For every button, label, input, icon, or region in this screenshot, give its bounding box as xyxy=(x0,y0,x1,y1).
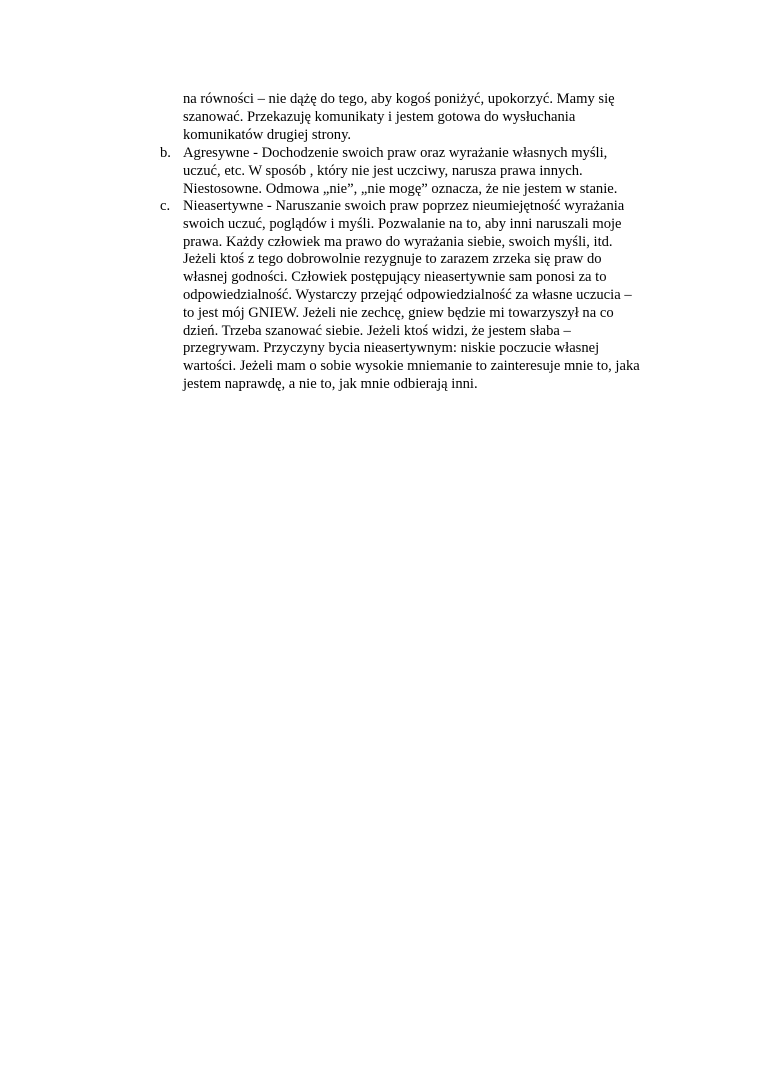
list-item-nieasertywne xyxy=(183,198,683,394)
text-line: na równości – nie dążę do tego, aby kogoś poniżyć, upokorzyć. Mamy się xyxy=(183,91,615,107)
list-item-agresywne xyxy=(183,145,683,198)
text-line: swoich uczuć, poglądów i myśli. Pozwalanie na to, aby inni naruszali moje xyxy=(183,215,622,232)
text-line: uczuć, etc. W sposób , który nie jest uczciwy, narusza prawa innych. xyxy=(183,162,583,179)
text-line: szanować. Przekazuję komunikaty i jestem gotowa do wysłuchania xyxy=(183,108,576,125)
text-line: Agresywne - Dochodzenie swoich praw oraz wyrażanie własnych myśli, xyxy=(183,145,608,161)
text-line: jestem naprawdę, a nie to, jak mnie odbierają inni. xyxy=(183,375,478,392)
text-line: to jest mój GNIEW. Jeżeli nie zechcę, gniew będzie mi towarzyszył na co xyxy=(183,304,614,321)
text-line: prawa. Każdy człowiek ma prawo do wyrażania siebie, swoich myśli, itd. xyxy=(183,233,613,250)
text-line: Nieasertywne - Naruszanie swoich praw poprzez nieumiejętność wyrażania xyxy=(183,198,625,214)
text-line: odpowiedzialność. Wystarczy przejąć odpowiedzialność za własne uczucia – xyxy=(183,286,632,303)
text-line: przegrywam. Przyczyny bycia nieasertywnym: niskie poczucie własnej xyxy=(183,340,600,357)
list-marker-c: c. xyxy=(160,198,171,214)
text-line: dzień. Trzeba szanować siebie. Jeżeli ktoś widzi, że jestem słaba – xyxy=(183,322,571,339)
continuation-paragraph xyxy=(183,91,683,144)
list-marker-b: b. xyxy=(160,145,171,161)
text-line: komunikatów drugiej strony. xyxy=(183,126,352,143)
text-line: własnej godności. Człowiek postępujący nieasertywnie sam ponosi za to xyxy=(183,269,607,286)
text-line: Jeżeli ktoś z tego dobrowolnie rezygnuje to zarazem zrzeka się praw do xyxy=(183,251,602,268)
text-line: Niestosowne. Odmowa „nie”, „nie mogę” oznacza, że nie jestem w stanie. xyxy=(183,180,618,197)
text-line: wartości. Jeżeli mam o sobie wysokie mniemanie to zainteresuje mnie to, jaka xyxy=(183,358,640,375)
